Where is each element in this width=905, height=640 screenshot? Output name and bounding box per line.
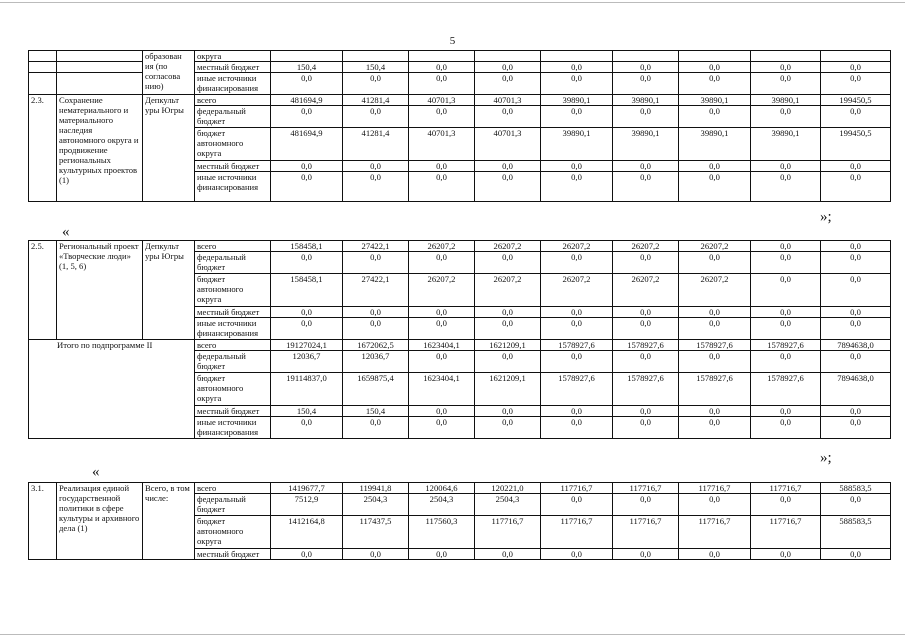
cell-value: 27422,1 [343,274,409,307]
cell-value: 0,0 [751,549,821,560]
cell-value: 1621209,1 [475,373,541,406]
cell-value: 150,4 [343,406,409,417]
cell-value: 117716,7 [679,516,751,549]
cell-value: 0,0 [409,417,475,439]
cell-value: 0,0 [409,161,475,172]
cell-value: 0,0 [679,252,751,274]
cell-value: 1623404,1 [409,340,475,351]
cell-value: 120221,0 [475,483,541,494]
opening-quote: « [62,224,70,240]
cell-value: 117716,7 [613,483,679,494]
cell-value: 0,0 [679,351,751,373]
cell-name [57,62,143,73]
cell-value: 588583,5 [821,516,891,549]
cell-value: 0,0 [475,252,541,274]
cell-value: 0,0 [475,417,541,439]
cell-value: 0,0 [679,417,751,439]
budget-table-subprogram-2-part [28,50,891,202]
cell-value: 39890,1 [541,128,613,161]
cell-value: 0,0 [613,106,679,128]
cell-value: 150,4 [271,62,343,73]
cell-value: 0,0 [541,106,613,128]
cell-code: 2.3. [29,95,57,202]
cell-value: 119941,8 [343,483,409,494]
cell-value [821,51,891,62]
cell-value: 1623404,1 [409,373,475,406]
cell-value: 199450,5 [821,128,891,161]
cell-name [57,73,143,95]
cell-value: 41281,4 [343,128,409,161]
cell-value: 0,0 [751,307,821,318]
cell-source: бюджет автономного округа [195,516,271,549]
cell-source: всего [195,340,271,351]
cell-value: 117560,3 [409,516,475,549]
cell-value: 150,4 [271,406,343,417]
cell-value: 0,0 [343,318,409,340]
cell-source: федеральный бюджет [195,351,271,373]
cell-value: 2504,3 [343,494,409,516]
cell-value: 40701,3 [475,95,541,106]
cell-value: 158458,1 [271,241,343,252]
cell-value: 1578927,6 [541,340,613,351]
cell-source: иные источники финансирования [195,172,271,202]
cell-value: 26207,2 [679,274,751,307]
cell-value: 2504,3 [475,494,541,516]
closing-quote: »; [820,450,832,466]
cell-value: 1412164,8 [271,516,343,549]
cell-source: всего [195,241,271,252]
page-number: 5 [449,35,456,47]
cell-value: 1578927,6 [751,373,821,406]
cell-value: 1419677,7 [271,483,343,494]
cell-value: 0,0 [409,307,475,318]
cell-value: 0,0 [821,417,891,439]
cell-value: 0,0 [343,161,409,172]
cell-value: 40701,3 [409,95,475,106]
cell-value: 0,0 [751,406,821,417]
cell-value: 0,0 [821,172,891,202]
cell-value: 0,0 [271,318,343,340]
cell-value: 0,0 [751,274,821,307]
cell-value: 117716,7 [613,516,679,549]
cell-value: 1621209,1 [475,340,541,351]
cell-value: 39890,1 [751,128,821,161]
cell-code: 2.5. [29,241,57,340]
cell-value: 0,0 [271,106,343,128]
cell-value: 0,0 [541,406,613,417]
table-row [29,241,891,252]
cell-value: 7512,9 [271,494,343,516]
cell-value [409,51,475,62]
cell-value: 0,0 [541,307,613,318]
cell-value: 0,0 [821,161,891,172]
cell-value: 0,0 [613,172,679,202]
cell-value: 0,0 [541,62,613,73]
cell-value: 27422,1 [343,241,409,252]
cell-value: 26207,2 [541,274,613,307]
scan-bottom-edge [0,634,905,635]
cell-value: 0,0 [271,417,343,439]
cell-source: бюджет автономного округа [195,274,271,307]
cell-value: 117716,7 [541,516,613,549]
cell-code [29,51,57,62]
cell-source: округа [195,51,271,62]
cell-value: 1578927,6 [679,340,751,351]
cell-value: 0,0 [821,274,891,307]
cell-source: местный бюджет [195,62,271,73]
cell-value: 2504,3 [409,494,475,516]
cell-value: 0,0 [679,307,751,318]
cell-value: 158458,1 [271,274,343,307]
table-row [29,483,891,494]
cell-value: 481694,9 [271,95,343,106]
cell-value: 1578927,6 [613,373,679,406]
cell-value: 0,0 [541,318,613,340]
cell-value [343,51,409,62]
cell-value: 0,0 [679,172,751,202]
cell-value: 117437,5 [343,516,409,549]
cell-value: 19127024,1 [271,340,343,351]
cell-value [613,51,679,62]
cell-source: федеральный бюджет [195,252,271,274]
cell-value: 39890,1 [751,95,821,106]
cell-value: 0,0 [613,161,679,172]
cell-value: 0,0 [541,73,613,95]
cell-value: 0,0 [821,106,891,128]
cell-value: 117716,7 [751,516,821,549]
cell-value: 1672062,5 [343,340,409,351]
closing-quote: »; [820,209,832,225]
cell-value: 41281,4 [343,95,409,106]
cell-executor: Всего, в том числе: [143,483,195,560]
cell-name: Сохранение нематериального и материального наследия автономного округа и продвижение региональных культурных проектов (1) [57,95,143,202]
cell-value: 0,0 [821,406,891,417]
cell-value: 0,0 [271,172,343,202]
cell-value: 0,0 [271,549,343,560]
cell-source: всего [195,483,271,494]
cell-value: 0,0 [679,62,751,73]
cell-value [541,51,613,62]
cell-value: 0,0 [751,417,821,439]
cell-value: 0,0 [409,318,475,340]
cell-value: 0,0 [613,406,679,417]
cell-value: 0,0 [541,549,613,560]
cell-value: 39890,1 [679,95,751,106]
cell-name: Региональный проект «Творческие люди» (1, 5, 6) [57,241,143,340]
budget-table-regional-project [28,240,891,439]
cell-value: 0,0 [679,549,751,560]
cell-value: 0,0 [821,252,891,274]
cell-value: 26207,2 [541,241,613,252]
cell-value: 0,0 [271,252,343,274]
budget-table-subprogram-3 [28,482,891,560]
cell-value: 0,0 [751,318,821,340]
cell-value: 120064,6 [409,483,475,494]
cell-value: 0,0 [751,252,821,274]
cell-source: местный бюджет [195,307,271,318]
cell-value: 0,0 [613,318,679,340]
cell-value: 1578927,6 [541,373,613,406]
cell-value: 0,0 [409,351,475,373]
cell-value: 0,0 [475,549,541,560]
cell-value: 0,0 [409,62,475,73]
cell-source: бюджет автономного округа [195,373,271,406]
cell-value: 19114837,0 [271,373,343,406]
cell-value: 0,0 [821,351,891,373]
cell-value: 40701,3 [475,128,541,161]
cell-value: 0,0 [613,351,679,373]
cell-value: 0,0 [679,318,751,340]
cell-value: 0,0 [613,252,679,274]
cell-value: 0,0 [821,318,891,340]
cell-value: 199450,5 [821,95,891,106]
cell-name [29,340,195,439]
cell-value: 0,0 [751,494,821,516]
cell-value: 0,0 [343,417,409,439]
cell-value: 0,0 [541,172,613,202]
cell-value: 26207,2 [409,274,475,307]
cell-source: федеральный бюджет [195,106,271,128]
cell-value: 117716,7 [751,483,821,494]
cell-value: 0,0 [541,252,613,274]
cell-value: 0,0 [271,73,343,95]
cell-value: 39890,1 [679,128,751,161]
cell-value: 0,0 [751,241,821,252]
cell-value: 0,0 [343,549,409,560]
cell-source: федеральный бюджет [195,494,271,516]
cell-value: 0,0 [475,106,541,128]
cell-value: 588583,5 [821,483,891,494]
cell-value: 0,0 [821,73,891,95]
cell-source: иные источники финансирования [195,318,271,340]
cell-value: 0,0 [541,351,613,373]
cell-code [29,62,57,73]
table-row [29,51,891,62]
cell-executor: Депкульт уры Югры [143,95,195,202]
cell-value: 0,0 [613,494,679,516]
cell-value: 0,0 [475,307,541,318]
cell-value: 0,0 [343,73,409,95]
cell-value: 150,4 [343,62,409,73]
cell-value: 0,0 [475,73,541,95]
cell-value: 0,0 [679,406,751,417]
cell-value: 0,0 [541,161,613,172]
cell-value: 12036,7 [343,351,409,373]
cell-value: 481694,9 [271,128,343,161]
cell-value: 0,0 [475,406,541,417]
cell-value: 0,0 [409,172,475,202]
cell-value: 1578927,6 [679,373,751,406]
opening-quote: « [92,464,100,480]
cell-value [271,51,343,62]
cell-source: местный бюджет [195,161,271,172]
cell-value: 0,0 [475,172,541,202]
cell-value: 39890,1 [613,128,679,161]
cell-value: 0,0 [679,494,751,516]
cell-value: 0,0 [821,494,891,516]
cell-value: 0,0 [541,494,613,516]
cell-value: 0,0 [751,106,821,128]
cell-value: 0,0 [475,161,541,172]
cell-value: 26207,2 [613,274,679,307]
cell-code [29,73,57,95]
cell-source: иные источники финансирования [195,73,271,95]
cell-value: 0,0 [475,318,541,340]
cell-value: 0,0 [821,549,891,560]
cell-value: 0,0 [751,161,821,172]
cell-value: 0,0 [409,252,475,274]
cell-value: 1578927,6 [751,340,821,351]
cell-value: 0,0 [409,549,475,560]
cell-value: 117716,7 [541,483,613,494]
cell-value: 7894638,0 [821,373,891,406]
scan-top-edge [0,2,905,3]
cell-value: 39890,1 [613,95,679,106]
cell-value: 0,0 [821,307,891,318]
cell-value: 0,0 [475,351,541,373]
cell-value: 0,0 [343,307,409,318]
cell-value: 0,0 [613,417,679,439]
cell-value: 0,0 [751,351,821,373]
cell-executor: образован ия (по согласова нию) [143,51,195,95]
cell-value: 0,0 [409,73,475,95]
table-row [29,340,891,351]
cell-source: иные источники финансирования [195,417,271,439]
cell-value: 1659875,4 [343,373,409,406]
cell-code: 3.1. [29,483,57,560]
cell-value: 0,0 [679,73,751,95]
cell-value: 7894638,0 [821,340,891,351]
cell-value: 0,0 [613,549,679,560]
cell-value: 0,0 [679,161,751,172]
cell-value: 0,0 [343,106,409,128]
cell-source: местный бюджет [195,549,271,560]
cell-value: 0,0 [343,252,409,274]
cell-value: 0,0 [613,73,679,95]
cell-value: 1578927,6 [613,340,679,351]
cell-value: 0,0 [821,241,891,252]
cell-value: 0,0 [821,62,891,73]
cell-source: всего [195,95,271,106]
cell-value: 26207,2 [679,241,751,252]
cell-value: 0,0 [271,307,343,318]
cell-value: 0,0 [613,307,679,318]
cell-value: 0,0 [751,73,821,95]
cell-value: 12036,7 [271,351,343,373]
cell-value: 26207,2 [409,241,475,252]
cell-value [475,51,541,62]
cell-value: 40701,3 [409,128,475,161]
cell-value: 26207,2 [475,274,541,307]
cell-value: 0,0 [409,106,475,128]
cell-value: 0,0 [751,62,821,73]
cell-value: 0,0 [541,417,613,439]
cell-value: 26207,2 [613,241,679,252]
cell-name: Реализация единой государственной политики в сфере культуры и архивного дела (1) [57,483,143,560]
cell-value: 39890,1 [541,95,613,106]
cell-value: 0,0 [343,172,409,202]
cell-value: 0,0 [679,106,751,128]
cell-value [751,51,821,62]
table-row [29,95,891,106]
cell-value: 0,0 [271,161,343,172]
cell-value: 0,0 [475,62,541,73]
cell-value: 117716,7 [475,516,541,549]
cell-value: 0,0 [751,172,821,202]
cell-value: 117716,7 [679,483,751,494]
cell-source: местный бюджет [195,406,271,417]
cell-name [57,51,143,62]
cell-source: бюджет автономного округа [195,128,271,161]
cell-value: 0,0 [409,406,475,417]
cell-value: 0,0 [613,62,679,73]
cell-value [679,51,751,62]
subtotal-label: Итого по подпрограмме II [57,340,153,350]
cell-executor: Депкульт уры Югры [143,241,195,340]
cell-value: 26207,2 [475,241,541,252]
